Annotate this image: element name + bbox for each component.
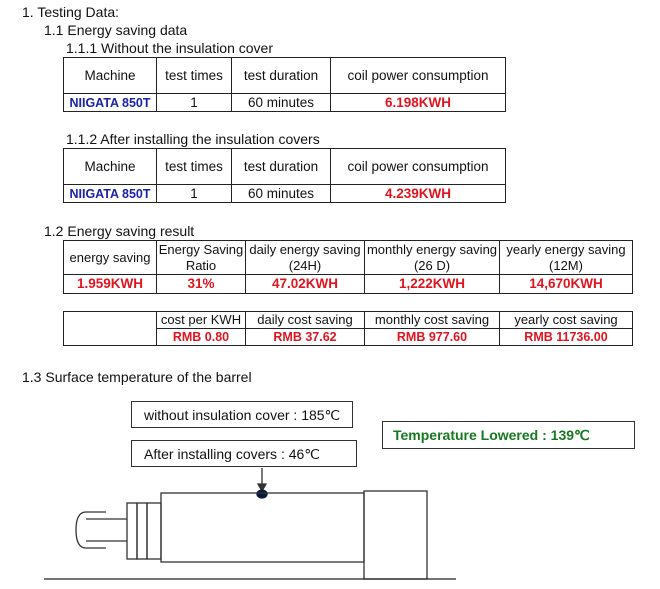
flange-1 bbox=[127, 503, 137, 559]
header-yearly-cost: yearly cost saving bbox=[500, 312, 633, 329]
header-test-duration: test duration bbox=[232, 58, 331, 94]
header-monthly-cost: monthly cost saving bbox=[365, 312, 500, 329]
measurement-point bbox=[257, 490, 267, 498]
cell-coil-power: 6.198KWH bbox=[331, 94, 506, 112]
header-coil-power: coil power consumption bbox=[331, 149, 506, 185]
cell-monthly-cost: RMB 977.60 bbox=[365, 329, 500, 346]
after-cover-temp-box: After installing covers : 46℃ bbox=[131, 440, 357, 467]
header-cost-per-kwh: cost per KWH bbox=[157, 312, 246, 329]
flange-2 bbox=[137, 503, 147, 559]
section-1-heading: 1. Testing Data: bbox=[22, 4, 120, 20]
cell-yearly-saving: 14,670KWH bbox=[500, 275, 633, 294]
cell-cost-per-kwh: RMB 0.80 bbox=[157, 329, 246, 346]
nozzle-tip bbox=[76, 512, 106, 548]
cell-monthly-saving: 1,222KWH bbox=[365, 275, 500, 294]
cell-yearly-cost: RMB 11736.00 bbox=[500, 329, 633, 346]
section-1-3-heading: 1.3 Surface temperature of the barrel bbox=[22, 369, 252, 385]
section-1-1-1-heading: 1.1.1 Without the insulation cover bbox=[66, 40, 274, 56]
cell-test-times: 1 bbox=[157, 94, 232, 112]
header-coil-power: coil power consumption bbox=[331, 58, 506, 94]
header-monthly-saving: monthly energy saving (26 D) bbox=[365, 241, 500, 275]
cell-saving-ratio: 31% bbox=[157, 275, 246, 294]
header-test-times: test times bbox=[157, 149, 232, 185]
header-energy-saving: energy saving bbox=[64, 241, 157, 275]
cell-daily-saving: 47.02KWH bbox=[246, 275, 365, 294]
cell-machine: NIIGATA 850T bbox=[64, 185, 157, 203]
header-yearly-saving: yearly energy saving (12M) bbox=[500, 241, 633, 275]
header-machine: Machine bbox=[64, 149, 157, 185]
header-daily-cost: daily cost saving bbox=[246, 312, 365, 329]
header-test-times: test times bbox=[157, 58, 232, 94]
cell-test-duration: 60 minutes bbox=[232, 94, 331, 112]
header-test-duration: test duration bbox=[232, 149, 331, 185]
barrel-end-block bbox=[364, 491, 427, 579]
section-1-1-heading: 1.1 Energy saving data bbox=[44, 22, 188, 38]
cell-daily-cost: RMB 37.62 bbox=[246, 329, 365, 346]
section-1-2-heading: 1.2 Energy saving result bbox=[44, 223, 195, 239]
without-cover-temp-box: without insulation cover : 185℃ bbox=[131, 401, 353, 428]
barrel-body bbox=[161, 493, 364, 562]
cell-test-times: 1 bbox=[157, 185, 232, 203]
cell-coil-power: 4.239KWH bbox=[331, 185, 506, 203]
header-daily-saving: daily energy saving (24H) bbox=[246, 241, 365, 275]
flange-3 bbox=[147, 503, 161, 559]
cell-machine: NIIGATA 850T bbox=[64, 94, 157, 112]
header-machine: Machine bbox=[64, 58, 157, 94]
section-1-1-2-heading: 1.1.2 After installing the insulation covers bbox=[66, 131, 320, 147]
cell-energy-saving: 1.959KWH bbox=[64, 275, 157, 294]
temperature-lowered-box: Temperature Lowered : 139℃ bbox=[382, 421, 635, 449]
header-saving-ratio: Energy Saving Ratio bbox=[157, 241, 246, 275]
cell-test-duration: 60 minutes bbox=[232, 185, 331, 203]
